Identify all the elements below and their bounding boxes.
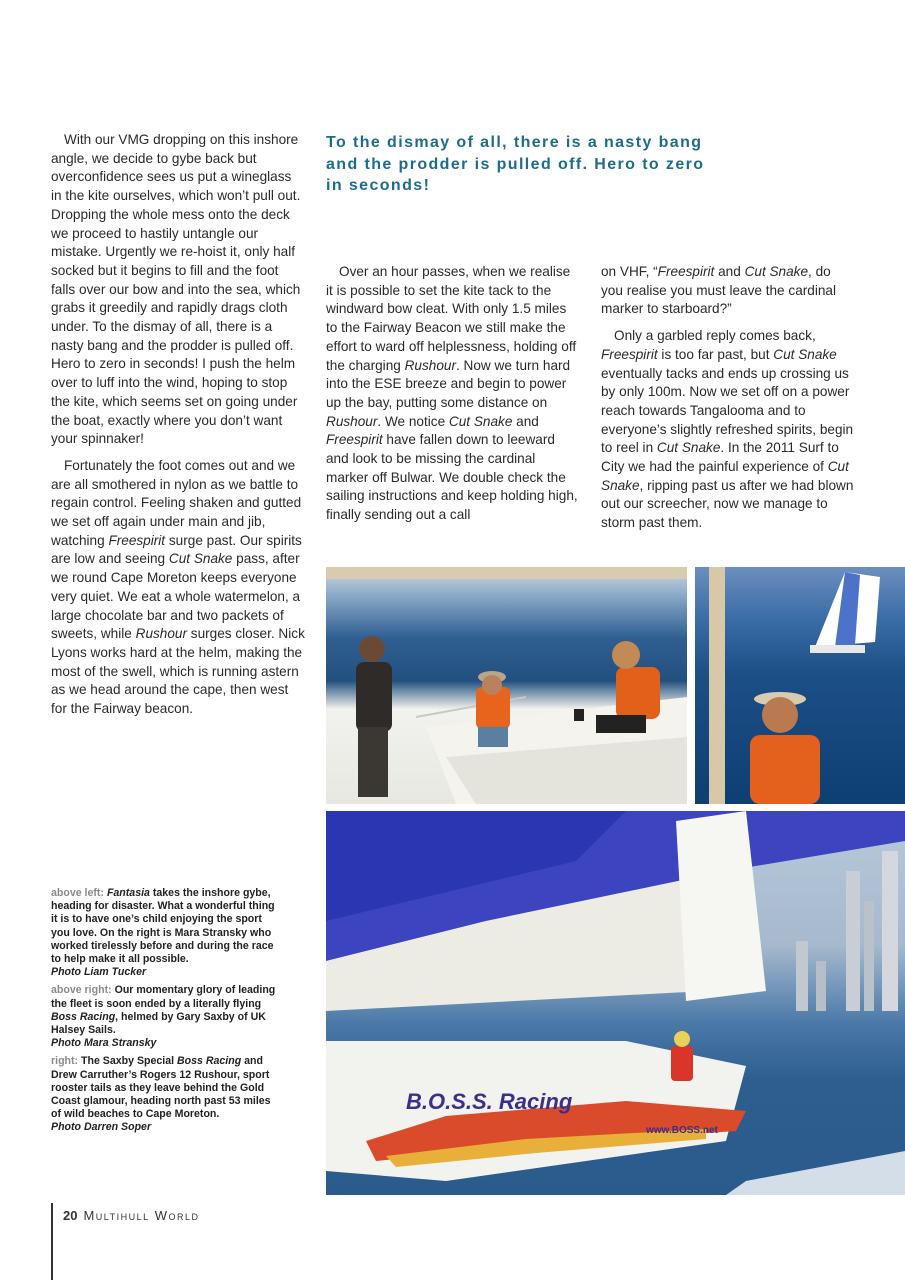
photo-helmsman-illustration xyxy=(695,567,905,804)
caption-above-left: above left: Fantasia takes the inshore gybe, heading for disaster. What a wonderful thing it is to have one’s child enjoying the sport you love. On the right is Mara Stransky who worked tirelessly before and during the race to help make it all possible. Photo Liam Tucker xyxy=(51,887,275,979)
caption-right: right: The Saxby Special Boss Racing and Drew Carruther’s Rogers 12 Rushour, sport rooster tails as they leave behind the Gold Coast glamour, heading north past 53 miles of wild beaches to Cape Moreton. Photo Darren Soper xyxy=(51,1055,271,1134)
page-footer xyxy=(63,1208,200,1223)
photo-captions xyxy=(51,887,277,1140)
article-column-1 xyxy=(51,131,305,727)
photo-boss-racing-illustration xyxy=(326,811,905,1195)
magazine-name: Multihull World xyxy=(83,1208,200,1223)
page-number: 20 xyxy=(63,1208,78,1223)
hull-text: B.O.S.S. Racing xyxy=(406,1089,573,1114)
footer-rule xyxy=(51,1203,53,1280)
paragraph: on VHF, “Freespirit and Cut Snake, do you realise you must leave the cardinal marker to starboard?” xyxy=(601,264,836,317)
paragraph: Only a garbled reply comes back, Freespirit is too far past, but Cut Snake eventually tacks and ends up crossing us by only 100m. Now we set off on a power reach towards Tangalooma and to everyone’s slightly refreshed spirits, begin to reel in Cut Snake. In the 2011 Surf to City we had the painful experience of Cut Snake, ripping past us after we had blown out our screecher, now we manage to storm past them. xyxy=(601,328,854,531)
article-column-2 xyxy=(326,263,578,533)
paragraph: Over an hour passes, when we realise it is possible to set the kite tack to the windward bow cleat. With only 1.5 miles to the Fairway Beacon we still make the effort to ward off helplessness, holding off the charging Rushour. Now we turn hard into the ESE breeze and begin to power up the bay, putting some distance on Rushour. We notice Cut Snake and Freespirit have fallen down to leeward and look to be missing the cardinal marker off Bulwar. We double check the sailing instructions and keep holding high, finally sending out a call xyxy=(326,264,578,523)
article-column-3 xyxy=(601,263,855,541)
pull-quote: To the dismay of all, there is a nasty bang and the prodder is pulled off. Hero to zero in seconds! xyxy=(326,134,705,194)
photo-boss-racing xyxy=(326,811,905,1195)
hull-web-text: www.BOSS.net xyxy=(646,1125,718,1136)
photo-crew-on-deck xyxy=(326,567,687,804)
photo-crew-illustration xyxy=(326,567,687,804)
photo-helmsman-spinnaker xyxy=(695,567,905,804)
caption-above-right: above right: Our momentary glory of leading the fleet is soon ended by a literally flying Boss Racing, helmed by Gary Saxby of UK Halsey Sails. Photo Mara Stransky xyxy=(51,984,276,1050)
paragraph: Fortunately the foot comes out and we are all smothered in nylon as we battle to regain control. Feeling shaken and gutted we set off again under main and jib, watching Freespirit surge past. Our spirits are low and seeing Cut Snake pass, after we round Cape Moreton keeps everyone very quiet. We eat a whole watermelon, a large chocolate bar and two packets of sweets, while Rushour surges closer. Nick Lyons works hard at the helm, making the most of the swell, which is running astern as we head around the cape, then west for the Fairway beacon. xyxy=(51,457,305,717)
paragraph: With our VMG dropping on this inshore angle, we decide to gybe back but overconfidence sees us put a wineglass in the kite ourselves, which won’t pull out. Dropping the whole mess onto the deck we proceed to hastily untangle our mistake. Urgently we re-hoist it, only half socked but it begins to fill and the foot falls over our bow and into the sea, which grabs it greedily and rapidly drags cloth under. To the dismay of all, there is a nasty bang and the prodder is pulled off. Hero to zero in seconds! I push the helm over to luff into the wind, hoping to stop the kite, which seems set on going under the boat, exactly where you don’t want your spinnaker! xyxy=(51,132,301,447)
